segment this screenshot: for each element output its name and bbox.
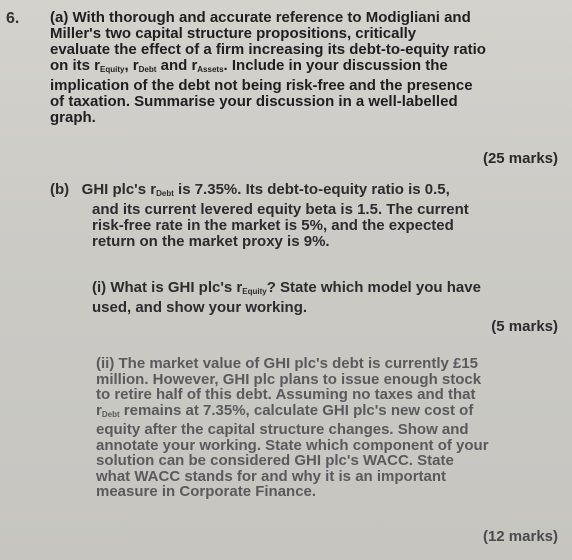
question-number: 6.: [6, 10, 20, 27]
part-a-line-6: of taxation. Summarise your discussion in a well-labelled: [50, 93, 458, 110]
part-a-line-4: on its $r_{Equity}$, $r_{Debt}$ and $r_{Assets}$. Include in your discussion the: [50, 57, 448, 74]
sub-i-line-2: used, and show your working.: [92, 299, 308, 316]
sub-ii-line-1: (ii) The market value of GHI plc's debt is currently £15: [96, 355, 479, 372]
sub-ii-line-9: measure in Corporate Finance.: [96, 483, 317, 500]
sub-i-marks: (5 marks): [491, 318, 558, 335]
sub-ii-line-5: equity after the capital structure changes. Show and: [96, 421, 469, 438]
part-a-line-5: implication of the debt not being risk-free and the presence: [50, 77, 473, 94]
sub-ii-line-7: solution can be considered GHI plc's WACC. State: [96, 452, 454, 469]
part-a-line-2: Miller's two capital structure propositions, critically: [50, 25, 417, 42]
part-b-line-3: risk-free rate in the market is 5%, and the expected: [92, 217, 454, 234]
part-a-text: [50, 10, 486, 126]
sub-ii-line-6: annotate your working. State which component of your: [96, 436, 489, 454]
part-a-marks: (25 marks): [482, 150, 558, 167]
sub-ii-line-8: what WACC stands for and why it is an important: [96, 467, 447, 485]
sub-ii-line-2: million. However, GHI plc plans to issue enough stock: [96, 370, 482, 388]
part-b-label: (b): [50, 181, 70, 198]
sub-i-line-1: (i) What is GHI plc's $r_{Equity}$? State which model you have: [92, 279, 481, 296]
subscript-debt: Debt: [156, 189, 174, 198]
part-b-line-1: (b) GHI plc's $r_{Debt}$ is 7.35%. Its debt-to-equity ratio is 0.5,: [50, 181, 450, 198]
part-a-line-1: (a) With thorough and accurate reference to Modigliani and: [50, 9, 471, 26]
part-b-text: [50, 182, 469, 250]
part-b-sub-ii: [96, 356, 489, 500]
subscript-assets: Assets: [197, 65, 224, 74]
subscript-debt: Debt: [101, 409, 120, 419]
subscript-equity: Equity: [242, 287, 267, 296]
part-a-line-7: graph.: [50, 109, 96, 126]
part-b-line-2: and its current levered equity beta is 1.5. The current: [92, 201, 469, 218]
sub-ii-line-3: to retire half of this debt. Assuming no taxes and that: [96, 386, 476, 403]
sub-ii-line-4: $r_{Debt}$ remains at 7.35%, calculate GHI plc's new cost of: [96, 401, 474, 419]
part-b-sub-i: [92, 280, 481, 316]
part-a-label: (a): [50, 9, 69, 26]
subscript-debt: Debt: [138, 65, 157, 74]
sub-ii-marks: (12 marks): [482, 528, 558, 545]
subscript-equity: Equity: [100, 65, 125, 74]
part-a-line-3: evaluate the effect of a firm increasing its debt-to-equity ratio: [50, 41, 486, 58]
part-b-line-4: return on the market proxy is 9%.: [92, 233, 330, 250]
